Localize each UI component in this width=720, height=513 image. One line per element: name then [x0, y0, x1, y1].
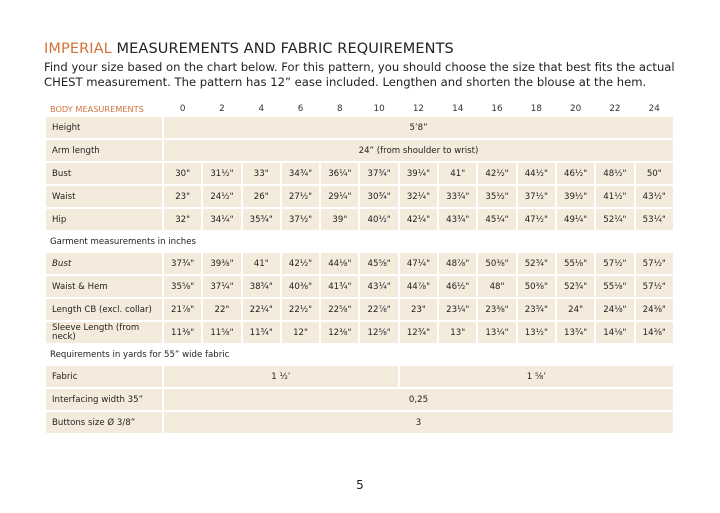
size-header-row	[46, 102, 673, 115]
size-header: 22	[609, 103, 621, 114]
table-cell: 46½"	[439, 276, 476, 297]
size-header: 16	[491, 103, 503, 114]
size-header: 4	[258, 103, 265, 114]
table-cell: 43¼"	[360, 276, 397, 297]
table-cell: 24⅛"	[596, 299, 633, 320]
table-cell: 11⅜"	[164, 322, 201, 343]
row-label: Bust	[46, 253, 162, 274]
table-cell: 45¼"	[478, 209, 515, 230]
table-cell: 52¾"	[557, 276, 594, 297]
table-cell: 13"	[439, 322, 476, 343]
row-label: Height	[46, 117, 162, 138]
table-cell: 55⅛"	[557, 253, 594, 274]
table-cell: 42½"	[478, 163, 515, 184]
table-cell: 12"	[282, 322, 319, 343]
buttons-value: 3	[164, 412, 673, 433]
table-cell: 48"	[478, 276, 515, 297]
row-label: Buttons size Ø 3/8”	[46, 412, 162, 433]
table-cell: 29¼"	[321, 186, 358, 207]
size-chart-table	[44, 100, 675, 435]
table-cell: 57½"	[636, 253, 673, 274]
table-cell: 37¾"	[164, 253, 201, 274]
table-cell: 48⅞"	[439, 253, 476, 274]
table-cell: 34¼"	[203, 209, 240, 230]
table-cell: 50⅜"	[478, 253, 515, 274]
page-title	[44, 41, 454, 57]
table-cell: 35⅝"	[164, 276, 201, 297]
hip-row	[46, 209, 673, 230]
table-cell: 27½"	[282, 186, 319, 207]
table-cell: 44½"	[518, 163, 555, 184]
arm-length-row	[46, 140, 673, 161]
table-cell: 57½"	[636, 276, 673, 297]
garment-bust-row	[46, 253, 673, 274]
table-cell: 32¼"	[400, 186, 437, 207]
table-cell: 22¼"	[243, 299, 280, 320]
table-cell: 30"	[164, 163, 201, 184]
table-cell: 49¼"	[557, 209, 594, 230]
table-cell: 39⅜"	[203, 253, 240, 274]
table-cell: 42½"	[282, 253, 319, 274]
table-cell: 52¾"	[518, 253, 555, 274]
table-cell: 22"	[203, 299, 240, 320]
height-value: 5’8”	[164, 117, 673, 138]
table-cell: 34¾"	[282, 163, 319, 184]
table-cell: 23¼"	[439, 299, 476, 320]
table-cell: 46½"	[557, 163, 594, 184]
table-cell: 32"	[164, 209, 201, 230]
table-cell: 39"	[321, 209, 358, 230]
table-cell: 23"	[400, 299, 437, 320]
table-cell: 12⅝"	[360, 322, 397, 343]
table-cell: 12¾"	[400, 322, 437, 343]
table-cell: 13¾"	[557, 322, 594, 343]
fabric-value-small: 1 ½’	[164, 366, 398, 387]
height-row	[46, 117, 673, 138]
table-cell: 22⅝"	[321, 299, 358, 320]
table-cell: 41¾"	[321, 276, 358, 297]
table-cell: 57½"	[596, 253, 633, 274]
table-cell: 50"	[636, 163, 673, 184]
table-cell: 22⅞"	[360, 299, 397, 320]
garment-section-row	[46, 232, 673, 251]
table-cell: 42¼"	[400, 209, 437, 230]
size-header: 8	[337, 103, 343, 114]
table-cell: 43½"	[636, 186, 673, 207]
table-cell: 39½"	[557, 186, 594, 207]
waist-hem-row	[46, 276, 673, 297]
table-cell: 37½"	[518, 186, 555, 207]
table-cell: 30¾"	[360, 186, 397, 207]
size-header: 10	[373, 103, 385, 114]
table-cell: 23⅜"	[478, 299, 515, 320]
table-cell: 55⅛"	[596, 276, 633, 297]
table-cell: 37¾"	[360, 163, 397, 184]
row-label: Fabric	[46, 366, 162, 387]
table-cell: 11¾"	[243, 322, 280, 343]
buttons-row	[46, 412, 673, 433]
table-cell: 47¼"	[400, 253, 437, 274]
row-label: Length CB (excl. collar)	[46, 299, 162, 320]
table-cell: 48½"	[596, 163, 633, 184]
sleeve-length-row	[46, 322, 673, 343]
table-cell: 33¾"	[439, 186, 476, 207]
table-cell: 47½"	[518, 209, 555, 230]
table-cell: 24½"	[203, 186, 240, 207]
table-cell: 41"	[243, 253, 280, 274]
table-cell: 35½"	[478, 186, 515, 207]
size-header: 18	[530, 103, 542, 114]
table-cell: 37¼"	[203, 276, 240, 297]
arm-length-value: 24” (from shoulder to wrist)	[164, 140, 673, 161]
size-header: 12	[412, 103, 425, 114]
fabric-value-large: 1 ⅝’	[400, 366, 673, 387]
table-cell: 33"	[243, 163, 280, 184]
table-cell: 53¼"	[636, 209, 673, 230]
title-rest: MEASUREMENTS AND FABRIC REQUIREMENTS	[111, 41, 454, 57]
table-cell: 41½"	[596, 186, 633, 207]
intro-text: Find your size based on the chart below. For this pattern, you should choose the size that best fits the actual CHEST measurement. The pattern has 12” ease included. Lengthen and shorten the blouse at the hem.	[44, 60, 675, 89]
table-cell: 52¼"	[596, 209, 633, 230]
table-cell: 26"	[243, 186, 280, 207]
table-cell: 44⅞"	[400, 276, 437, 297]
table-cell: 31½"	[203, 163, 240, 184]
table-cell: 43¾"	[439, 209, 476, 230]
table-cell: 23"	[164, 186, 201, 207]
table-cell: 45⅝"	[360, 253, 397, 274]
table-cell: 14⅜"	[636, 322, 673, 343]
size-header: 2	[219, 103, 225, 114]
page-number: 5	[356, 478, 364, 492]
table-cell: 40½"	[360, 209, 397, 230]
table-cell: 11⅝"	[203, 322, 240, 343]
size-header: 24	[648, 103, 660, 114]
table-cell: 36¼"	[321, 163, 358, 184]
body-measurements-heading: BODY MEASUREMENTS	[50, 103, 144, 114]
size-header: 14	[452, 103, 464, 114]
fabric-section-row	[46, 345, 673, 364]
table-cell: 22½"	[282, 299, 319, 320]
table-cell: 38¾"	[243, 276, 280, 297]
row-label: Hip	[46, 209, 162, 230]
table-cell: 41"	[439, 163, 476, 184]
row-label: Arm length	[46, 140, 162, 161]
table-cell: 13¼"	[478, 322, 515, 343]
table-cell: 37½"	[282, 209, 319, 230]
bust-row	[46, 163, 673, 184]
size-header: 0	[179, 103, 186, 114]
size-header: 6	[297, 103, 304, 114]
table-cell: 21⅞"	[164, 299, 201, 320]
table-cell: 13½"	[518, 322, 555, 343]
table-cell: 12⅜"	[321, 322, 358, 343]
interfacing-row	[46, 389, 673, 410]
table-cell: 24⅜"	[636, 299, 673, 320]
row-label: Waist & Hem	[46, 276, 162, 297]
table-cell: 39¼"	[400, 163, 437, 184]
table-cell: 24"	[557, 299, 594, 320]
length-cb-row	[46, 299, 673, 320]
row-label: Waist	[46, 186, 162, 207]
table-cell: 40⅜"	[282, 276, 319, 297]
fabric-section-label: Requirements in yards for 55” wide fabric	[46, 345, 673, 364]
table-cell: 44⅛"	[321, 253, 358, 274]
interfacing-value: 0,25	[164, 389, 673, 410]
table-cell: 50⅜"	[518, 276, 555, 297]
row-label: Interfacing width 35”	[46, 389, 162, 410]
table-cell: 35¾"	[243, 209, 280, 230]
row-label: Sleeve Length (from neck)	[46, 322, 162, 343]
title-accent: IMPERIAL	[44, 41, 112, 57]
garment-section-label: Garment measurements in inches	[46, 232, 673, 251]
waist-row	[46, 186, 673, 207]
table-cell: 23¾"	[518, 299, 555, 320]
row-label: Bust	[46, 163, 162, 184]
table-cell: 14⅛"	[596, 322, 633, 343]
fabric-row	[46, 366, 673, 387]
size-header: 20	[570, 103, 582, 114]
